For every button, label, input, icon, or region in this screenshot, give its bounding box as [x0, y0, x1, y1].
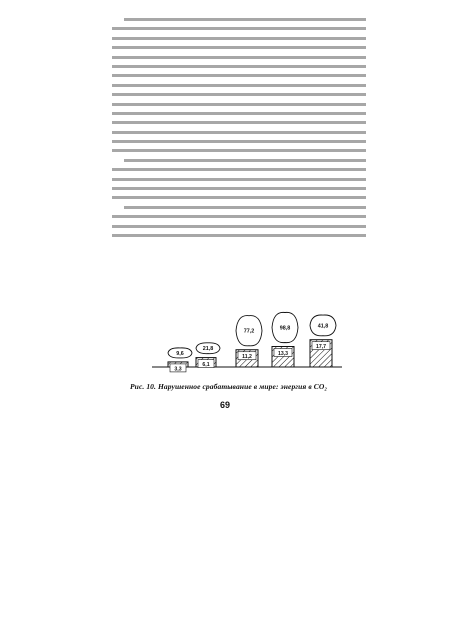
text-line: [112, 178, 366, 181]
text-line: [112, 84, 366, 87]
cloud-value-label: 41,8: [317, 323, 329, 330]
bar-value-label: 17,7: [315, 344, 327, 351]
bar-value-label: 11,2: [242, 354, 252, 361]
figure-caption: Рис. 10. Нарушенное срабатывание в мире: энергия в CO₂: [130, 382, 328, 391]
text-line: [112, 112, 366, 115]
text-line: [124, 18, 366, 21]
text-line: [112, 131, 366, 134]
bar-value-label: 13,3: [277, 350, 289, 357]
cloud-value-label: 9,6: [176, 350, 184, 357]
text-line: [112, 37, 366, 40]
bar-value-label: 6,1: [202, 361, 210, 368]
text-line: [112, 65, 366, 68]
text-line: [112, 140, 366, 143]
text-line: [112, 196, 366, 199]
text-line: [112, 121, 366, 124]
text-line: [112, 149, 366, 152]
cloud-value-label: 21,8: [202, 346, 214, 353]
text-line: [112, 56, 366, 59]
text-line: [112, 168, 366, 171]
page-number: 69: [219, 400, 230, 410]
body-text: [112, 18, 366, 243]
bar-value-label: 3,3: [174, 366, 182, 373]
text-line: [112, 93, 366, 96]
text-line: [112, 187, 366, 190]
text-line: [124, 206, 366, 209]
text-line: [112, 225, 366, 228]
text-line: [112, 27, 366, 30]
emissions-figure: [104, 287, 354, 375]
text-line: [124, 159, 366, 162]
text-line: [112, 74, 366, 77]
text-line: [112, 234, 366, 237]
cloud-value-label: 98,8: [279, 325, 291, 332]
text-line: [112, 103, 366, 106]
text-line: [112, 46, 366, 49]
text-line: [112, 215, 366, 218]
cloud-value-label: 77,2: [243, 328, 255, 335]
